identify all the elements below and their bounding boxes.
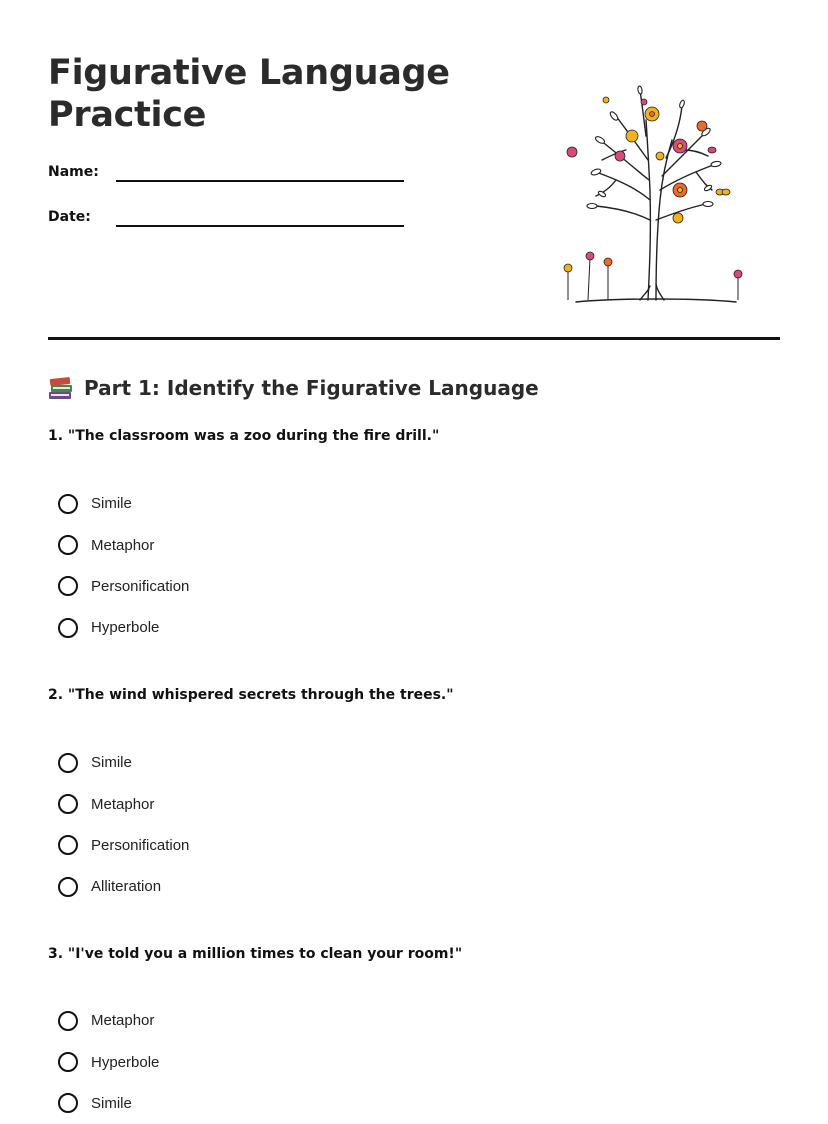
question-3-options [58,1000,159,1124]
option-label: Personification [91,836,190,854]
radio-button[interactable] [58,1011,78,1031]
option-simile[interactable] [58,742,189,783]
radio-button[interactable] [58,618,78,638]
option-simile[interactable] [58,483,189,524]
radio-button[interactable] [58,835,78,855]
option-label: Metaphor [91,1012,155,1030]
option-hyperbole[interactable] [58,1041,159,1082]
radio-button[interactable] [58,494,78,514]
radio-button[interactable] [58,753,78,773]
option-label: Alliteration [91,878,162,896]
name-field-row [48,158,404,182]
option-personification[interactable] [58,566,189,607]
question-1: 1. "The classroom was a zoo during the fire drill." [48,428,440,444]
radio-button[interactable] [58,877,78,897]
question-1-options [58,483,189,649]
name-label: Name: [48,164,99,180]
option-label: Simile [91,754,132,772]
date-field-row [48,203,404,227]
option-metaphor[interactable] [58,1000,159,1041]
books-icon [48,374,74,402]
option-metaphor[interactable] [58,783,189,824]
option-metaphor[interactable] [58,524,189,565]
radio-button[interactable] [58,794,78,814]
question-2: 2. "The wind whispered secrets through the trees." [48,687,454,703]
flowering-tree-illustration [556,80,752,305]
radio-button[interactable] [58,1052,78,1072]
option-label: Personification [91,577,190,595]
option-label: Hyperbole [91,619,160,637]
part1-header [48,374,539,402]
date-label: Date: [48,209,91,225]
date-field[interactable] [116,203,404,227]
option-personification[interactable] [58,825,189,866]
option-alliteration[interactable] [58,866,189,907]
option-label: Metaphor [91,795,155,813]
page-title: Figurative Language Practice [48,53,450,135]
radio-button[interactable] [58,1093,78,1113]
option-label: Simile [91,495,132,513]
option-label: Hyperbole [91,1053,160,1071]
question-3: 3. "I've told you a million times to clean your room!" [48,946,463,962]
option-hyperbole[interactable] [58,607,189,648]
radio-button[interactable] [58,535,78,555]
section-divider [48,337,780,340]
part1-title: Part 1: Identify the Figurative Language [84,376,539,400]
option-label: Simile [91,1094,132,1112]
option-label: Metaphor [91,536,155,554]
question-2-options [58,742,189,908]
radio-button[interactable] [58,576,78,596]
name-field[interactable] [116,158,404,182]
